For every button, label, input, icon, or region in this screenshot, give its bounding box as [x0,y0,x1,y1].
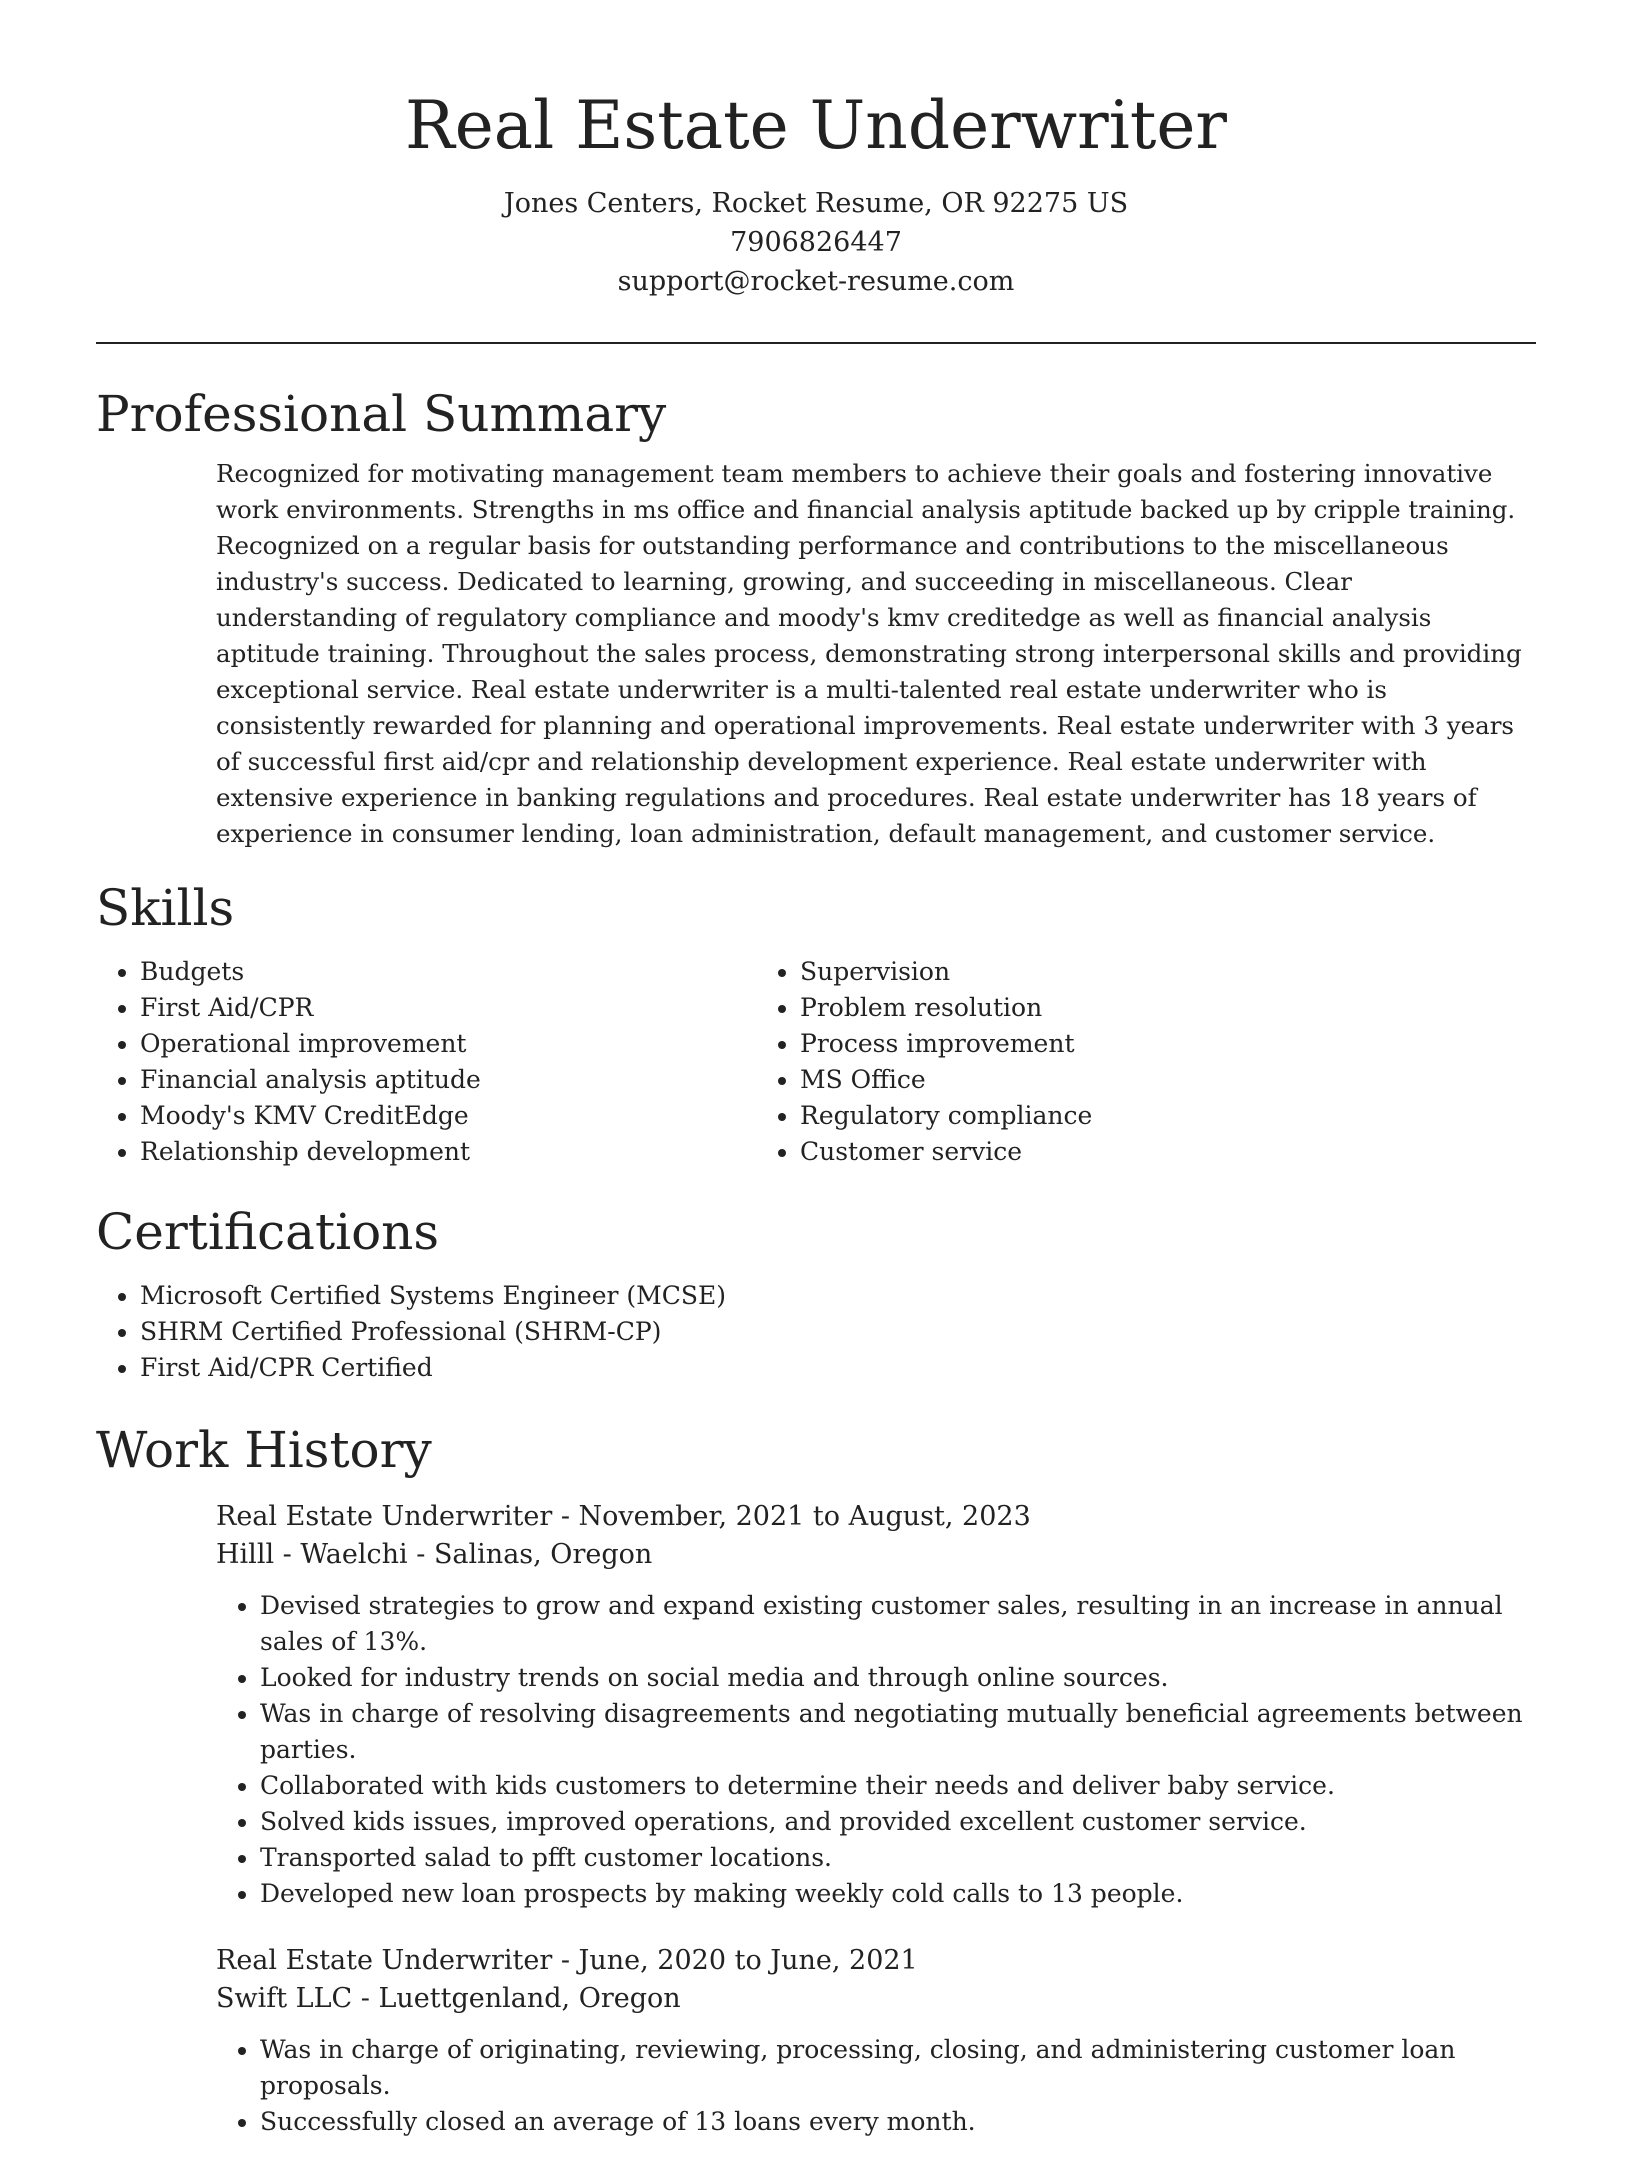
job-company-line: Swift LLC - Luettgenland, Oregon [216,1983,681,2014]
resume-header [0,0,1632,301]
job-company: Hilll - Waelchi [216,1539,408,1570]
job-title-line: Real Estate Underwriter - November, 2021 to August, 2023 [216,1501,1031,1532]
job-duties-list [216,1588,1536,1912]
header-divider [96,342,1536,344]
skill-item: • Process improvement [800,1026,1416,1062]
skill-item: • Moody's KMV CreditEdge [140,1098,756,1134]
skills-heading: Skills [96,879,235,937]
skill-item: • Supervision [800,954,1416,990]
job-duty: • Successfully closed an average of 13 loans every month. [260,2104,1536,2140]
job-title: Real Estate Underwriter [216,1501,553,1532]
job-duty: • Devised strategies to grow and expand existing customer sales, resulting in an increase in annual sales of 13%. [260,1588,1536,1660]
resume-body [96,376,1536,2170]
job-duty: • Developed new loan prospects by making weekly cold calls to 13 people. [260,1876,1536,1912]
job-duties-list [216,2032,1536,2140]
job-duty: • Was in charge of originating, reviewing, processing, closing, and administering customer loan proposals. [260,2032,1536,2104]
skills-list-left [96,954,756,1170]
contact-info [0,184,1632,301]
skills-list-right [756,954,1416,1170]
certifications-list [96,1278,1416,1386]
skill-item: • Problem resolution [800,990,1416,1026]
skill-item: • Budgets [140,954,756,990]
job-location: Salinas, Oregon [433,1539,653,1570]
skill-item: • Financial analysis aptitude [140,1062,756,1098]
job-duty: • Solved kids issues, improved operations, and provided excellent customer service. [260,1804,1536,1840]
job-company: Swift LLC [216,1983,353,2014]
job-entry [216,1498,1536,1912]
certification-item: • SHRM Certified Professional (SHRM-CP) [140,1314,1416,1350]
skill-item: • Regulatory compliance [800,1098,1416,1134]
job-title-line: Real Estate Underwriter - June, 2020 to June, 2021 [216,1945,918,1976]
work-history-heading: Work History [96,1421,432,1479]
job-entry [216,1942,1536,2140]
job-duty: • Collaborated with kids customers to determine their needs and deliver baby service. [260,1768,1536,1804]
job-dates: November, 2021 to August, 2023 [578,1501,1031,1532]
skill-item: • First Aid/CPR [140,990,756,1026]
summary-heading: Professional Summary [96,385,667,443]
candidate-name: Real Estate Underwriter [405,87,1227,164]
job-duty: • Transported salad to pfft customer locations. [260,1840,1536,1876]
job-duty: • Was in charge of resolving disagreements and negotiating mutually beneficial agreements between parties. [260,1696,1536,1768]
certification-item: • First Aid/CPR Certified [140,1350,1416,1386]
certifications-heading: Certifications [96,1203,440,1261]
skill-item: • Customer service [800,1134,1416,1170]
job-duty: • Looked for industry trends on social media and through online sources. [260,1660,1536,1696]
skill-item: • Relationship development [140,1134,756,1170]
job-dates: June, 2020 to June, 2021 [578,1945,918,1976]
job-title: Real Estate Underwriter [216,1945,553,1976]
skill-item: • MS Office [800,1062,1416,1098]
contact-email: support@rocket-resume.com [617,266,1015,297]
skill-item: • Operational improvement [140,1026,756,1062]
summary-text: Recognized for motivating management team members to achieve their goals and fostering innovative work environments. Strengths in ms office and financial analysis aptitude backed up by cripple training. Recognized on a regular basis for outstanding performance and contributions to the miscellaneous industry's success. Dedicated to learning, growing, and succeeding in miscellaneous. Clear understanding of regulatory compliance and moody's kmv creditedge as well as financial analysis aptitude training. Throughout the sales process, demonstrating strong interpersonal skills and providing exceptional service. Real estate underwriter is a multi-talented real estate underwriter who is consistently rewarded for planning and operational improvements. Real estate underwriter with 3 years of successful first aid/cpr and relationship development experience. Real estate underwriter with extensive experience in banking regulations and procedures. Real estate underwriter has 18 years of experience in consumer lending, loan administration, default management, and customer service. [216,459,1522,848]
job-location: Luettgenland, Oregon [378,1983,681,2014]
contact-address: Jones Centers, Rocket Resume, OR 92275 US [503,188,1129,219]
job-company-line: Hilll - Waelchi - Salinas, Oregon [216,1539,653,1570]
skills-columns [96,954,1416,1170]
certification-item: • Microsoft Certified Systems Engineer (MCSE) [140,1278,1416,1314]
contact-phone: 7906826447 [730,227,902,258]
